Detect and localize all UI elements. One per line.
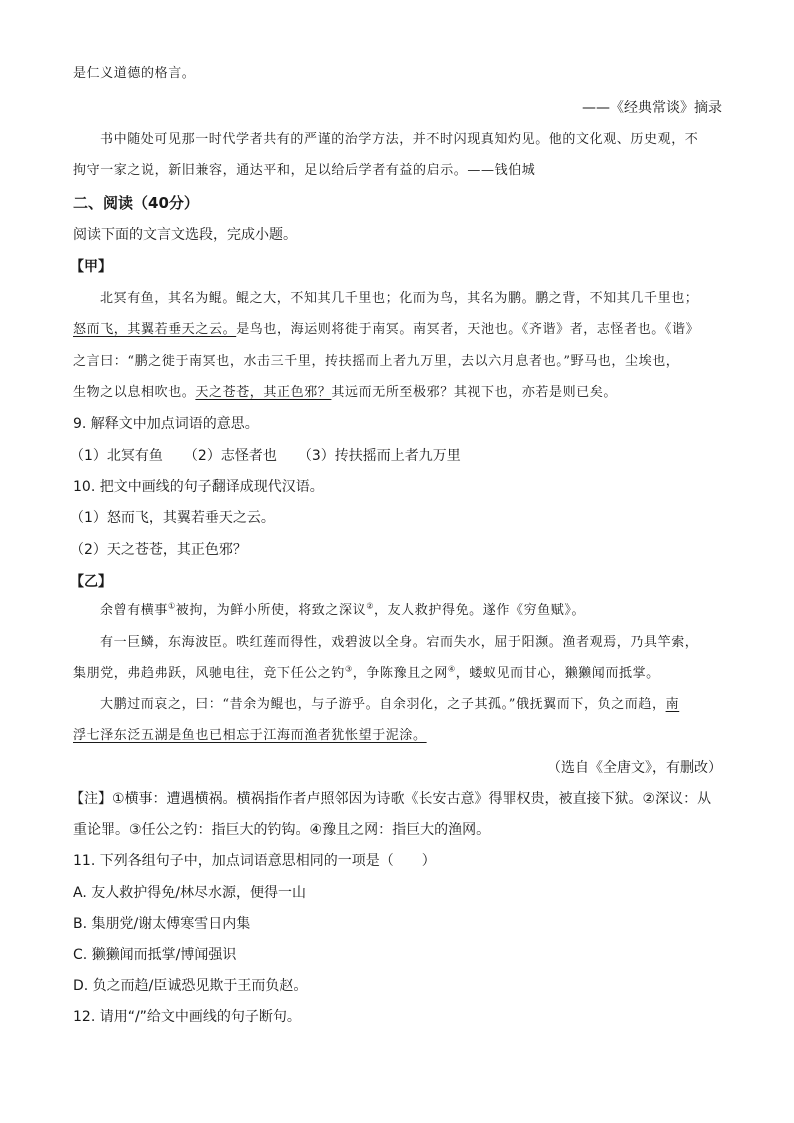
jia-underlined-sentence-1: 怒而飞，其翼若垂天之云。	[73, 322, 237, 337]
jia-line-2	[73, 320, 699, 340]
yi-line-1-b: 被拘，为鲜小所使，将致之深议	[175, 603, 367, 618]
yi-line-3-a: 集朋党，弗趋弗跃，风驰电往，竞下任公之钓	[73, 666, 346, 681]
question-11-option-b: B. 集朋党/谢太傅寒雪日内集	[73, 916, 251, 932]
yi-line-5	[73, 726, 427, 746]
note-line-2: 重论罪。③任公之钓：指巨大的钓钩。④豫且之网：指巨大的渔网。	[73, 822, 491, 838]
question-10-item-2: （2）天之苍苍，其正色邪？	[70, 542, 247, 558]
yi-line-4-start: 大鹏过而哀之，曰：“昔余为鲲也，与子游乎。自余羽化，之子其孤。”俄抚翼而下，负之而趋，	[100, 697, 666, 712]
question-11-option-d: D. 负之而趋/臣诚恐见欺于王而负赵。	[73, 978, 308, 994]
yi-line-2: 有一巨鳞，东海波臣。昳红莲而得性，戏碧波以全身。宕而失水，屈于阳濒。渔者观焉，乃具竿索，	[100, 635, 699, 650]
yi-line-1-a: 余曾有横事	[100, 603, 169, 618]
question-11: 11. 下列各组句子中，加点词语意思相同的一项是（ ）	[73, 853, 436, 869]
question-12: 12. 请用“/”给文中画线的句子断句。	[73, 1009, 301, 1025]
yi-underlined-start: 南	[665, 697, 680, 712]
intro-source: ——《经典常谈》摘录	[582, 100, 722, 116]
yi-underlined-sentence: 浮七泽东泛五湖是鱼也已相忘于江海而渔者犹怅望于泥涂。	[73, 728, 427, 743]
section-title: 二、阅读（40分）	[73, 194, 199, 212]
jia-line-1: 北冥有鱼，其名为鲲。鲲之大，不知其几千里也；化而为鸟，其名为鹏。鹏之背，不知其几千里也；	[100, 291, 699, 306]
yi-line-1-c: ，友人救护得免。遂作《穷鱼赋》。	[373, 603, 586, 618]
footnote-marker-1: ①	[168, 601, 176, 611]
question-10: 10. 把文中画线的句子翻译成现代汉语。	[73, 479, 324, 495]
jia-line-4-rest: 其远而无所至极邪？其视下也，亦若是则已矣。	[331, 385, 618, 400]
passage-jia-label: 【甲】	[70, 259, 112, 275]
jia-line-4	[73, 383, 617, 403]
footnote-marker-3: ③	[345, 664, 353, 674]
jia-line-3: 之言曰：“鹏之徙于南冥也，水击三千里，抟扶摇而上者九万里，去以六月息者也。”野马也，尘埃也，	[73, 354, 680, 369]
jia-line-2-rest: 是鸟也，海运则将徙于南冥。南冥者，天池也。《齐谐》者，志怪者也。《谐》	[236, 322, 700, 337]
jia-line-4-start: 生物之以息相吹也。	[73, 385, 196, 400]
question-9: 9. 解释文中加点词语的意思。	[73, 416, 259, 432]
section-instruction: 阅读下面的文言文选段，完成小题。	[73, 227, 297, 243]
intro-tail: 是仁义道德的格言。	[73, 66, 196, 81]
passage-yi-label: 【乙】	[70, 574, 112, 590]
footnote-marker-2: ②	[366, 601, 374, 611]
yi-line-3-b: ，争陈豫且之网	[352, 666, 448, 681]
question-9-items: （1）北冥有鱼 （2）志怪者也 （3）抟扶摇而上者九万里	[70, 448, 461, 464]
question-11-option-c: C. 獭獭闻而抵掌/博闻强识	[73, 947, 237, 963]
jia-underlined-sentence-2: 天之苍苍，其正色邪？	[195, 385, 332, 400]
note-line-1: 【注】①横事：遭遇横祸。横祸指作者卢照邻因为诗歌《长安古意》得罪权贵，被直接下狱。②深议：从	[70, 791, 712, 807]
yi-line-3	[73, 664, 660, 684]
question-11-option-a: A. 友人救护得免/林尽水源，便得一山	[73, 885, 306, 901]
question-10-item-1: （1）怒而飞，其翼若垂天之云。	[70, 510, 275, 526]
yi-line-3-c: ，蝼蚁见而甘心，獭獭闻而抵掌。	[455, 666, 660, 681]
yi-source: （选自《全唐文》，有删改）	[547, 760, 722, 776]
footnote-marker-4: ④	[448, 664, 456, 674]
yi-line-4	[100, 695, 679, 715]
review-paragraph-line-2: 拘守一家之说，新旧兼容，通达平和，足以给后学者有益的启示。——钱伯城	[73, 163, 536, 178]
review-paragraph-line-1: 书中随处可见那一时代学者共有的严谨的治学方法，并不时闪现真知灼见。他的文化观、历史观，不	[100, 132, 699, 147]
yi-line-1	[100, 601, 585, 621]
